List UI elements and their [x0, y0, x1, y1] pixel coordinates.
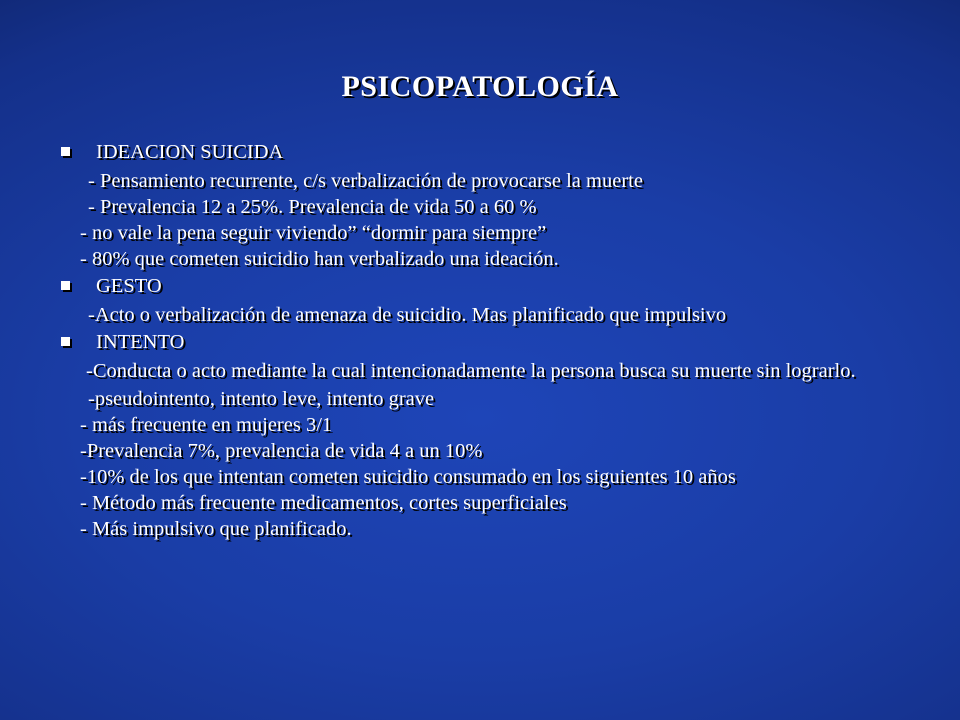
- bullet-gesto: [58, 273, 918, 299]
- sub-item: -Conducta o acto mediante la cual intencionadamente la persona busca su muerte sin lograrlo.: [86, 360, 856, 382]
- sub-item: - Pensamiento recurrente, c/s verbalización de provocarse la muerte: [88, 170, 643, 192]
- slide-content: [58, 138, 918, 542]
- square-bullet-icon: [61, 147, 70, 156]
- sub-item: - más frecuente en mujeres 3/1: [80, 414, 333, 436]
- square-bullet-icon: [61, 337, 70, 346]
- section-heading: GESTO: [96, 275, 162, 297]
- sub-item: -pseudointento, intento leve, intento grave: [88, 388, 435, 410]
- bullet-intento: [58, 329, 918, 355]
- sub-item: - 80% que cometen suicidio han verbalizado una ideación.: [80, 248, 559, 270]
- slide-title: PSICOPATOLOGÍA: [341, 70, 619, 103]
- sub-item: -Acto o verbalización de amenaza de suicidio. Mas planificado que impulsivo: [88, 304, 727, 326]
- sub-item: - no vale la pena seguir viviendo” “dormir para siempre”: [80, 222, 547, 244]
- sub-item: - Más impulsivo que planificado.: [80, 518, 352, 540]
- sub-item: -10% de los que intentan cometen suicidio consumado en los siguientes 10 años: [80, 466, 736, 488]
- section-heading: INTENTO: [96, 331, 185, 353]
- square-bullet-icon: [61, 281, 70, 290]
- sub-item: -Prevalencia 7%, prevalencia de vida 4 a un 10%: [80, 440, 483, 462]
- section-heading: IDEACION SUICIDA: [96, 141, 284, 163]
- sub-item: - Método más frecuente medicamentos, cortes superficiales: [80, 492, 567, 514]
- bullet-ideacion-suicida: [58, 139, 918, 165]
- sub-item: - Prevalencia 12 a 25%. Prevalencia de vida 50 a 60 %: [88, 196, 537, 218]
